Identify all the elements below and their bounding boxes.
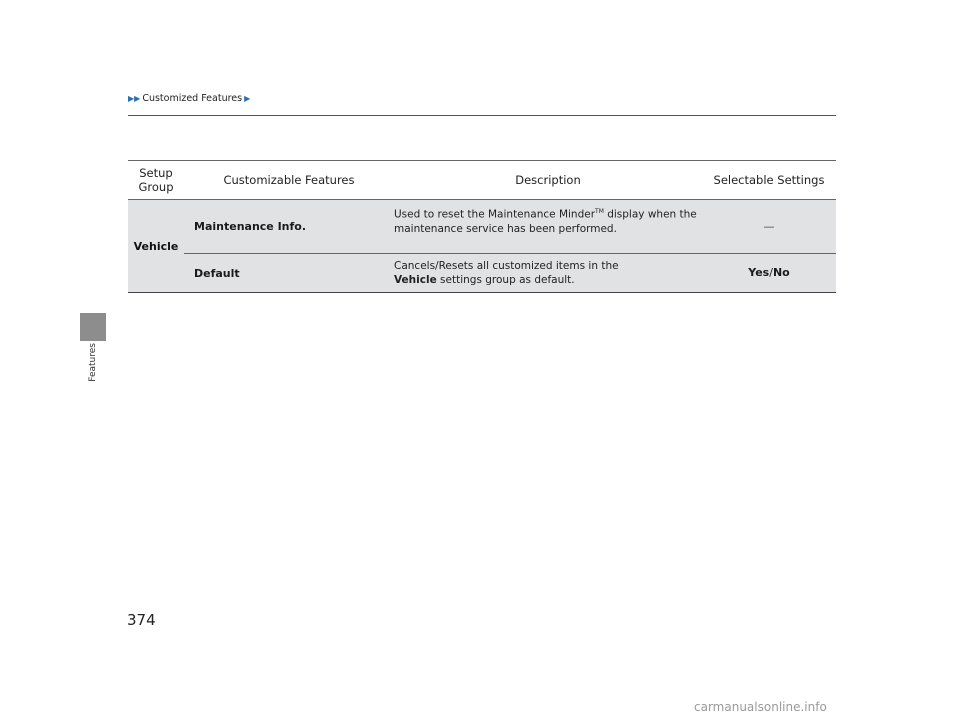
feature-description: Used to reset the Maintenance Minder™ display when the maintenance service has been performed. [394, 208, 697, 235]
section-label: Features [88, 343, 98, 382]
header-description: Description [515, 173, 581, 187]
triangle-icon: ▶▶ [128, 93, 141, 103]
setup-group-cell: Vehicle [133, 239, 179, 253]
watermark: carmanualsonline.info [694, 700, 827, 714]
table-row [184, 200, 836, 254]
feature-name: Maintenance Info. [194, 220, 307, 233]
page-number: 374 [127, 611, 156, 629]
section-tab [80, 313, 106, 341]
triangle-icon: ▶ [244, 93, 251, 103]
selectable-settings: Yes / No [748, 266, 790, 279]
table-body [128, 200, 836, 292]
table-header [128, 161, 836, 200]
breadcrumb-label[interactable]: Customized Features [142, 93, 243, 104]
header-features: Customizable Features [223, 173, 355, 187]
feature-description: Cancels/Resets all customized items in the Vehicle settings group as default. [394, 260, 619, 286]
feature-name: Default [194, 267, 240, 280]
header-settings: Selectable Settings [713, 173, 825, 187]
header-divider [128, 115, 836, 116]
table-row [184, 254, 836, 292]
selectable-settings: — [763, 220, 775, 233]
breadcrumb [128, 93, 250, 104]
header-setup-group: Setup Group [138, 166, 174, 194]
customized-features-table [128, 160, 836, 293]
